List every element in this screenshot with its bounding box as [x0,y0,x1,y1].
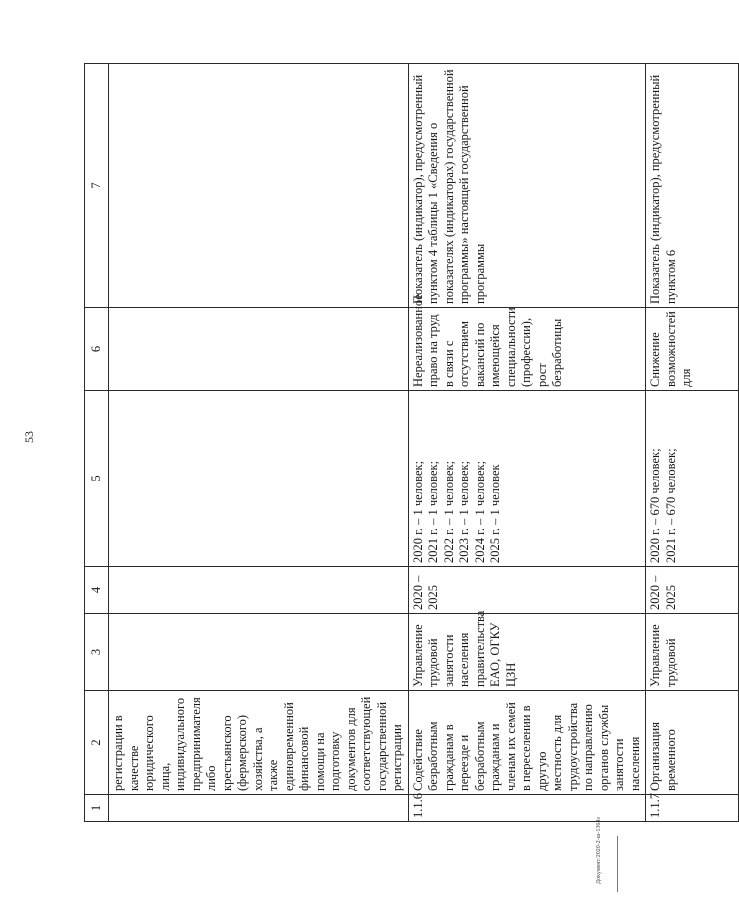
row-number-cell: 1.1.6 [408,795,646,822]
activity-name-cell: регистрации в качестве юридического лица, индивидуального предпринимателя либо крестьянского (фермерского) хозяйства, а также единовременной финансовой помощи на подготовку документов для соответствующей государственной регистрации [109,691,409,795]
page-number: 53 [22,431,36,443]
column-header: 5 [85,391,109,567]
period-cell: 2020 – 2025 [408,567,646,614]
column-header: 6 [85,308,109,391]
column-header: 4 [85,567,109,614]
table-row [109,64,409,822]
indicator-link-cell: Показатель (индикатор), предусмотренный пунктом 4 таблицы 1 «Сведения о показателях (индикаторах) государственной программы» настоящей государственной программы [408,64,646,308]
executor-cell: Управление трудовой занятости населения правительства ЕАО, ОГКУ ЦЗН [408,614,646,691]
indicator-link-cell [109,64,409,308]
period-cell [109,567,409,614]
consequences-cell: Нереализованное право на труд в связи с отсутствием вакансий по имеющейся специальности (профессии), рост безработицы [408,308,646,391]
column-header: 7 [85,64,109,308]
scan-edge-line [617,836,618,892]
table-header-row [85,64,109,822]
document-stamp: Документ/2020-2-ш-1364з [596,817,602,884]
result-cell: 2020 г. – 1 человек; 2021 г. – 1 человек; 2022 г. – 1 человек; 2023 г. – 1 человек; 2024 г. – 1 человек; 2025 г. – 1 человек [408,391,646,567]
consequences-cell: Снижение возможностей для [646,308,739,391]
activities-table [84,63,739,822]
table-row [408,64,646,822]
column-header: 1 [85,795,109,822]
executor-cell [109,614,409,691]
consequences-cell [109,308,409,391]
result-cell: 2020 г. – 670 человек; 2021 г. – 670 человек; [646,391,739,567]
table-row [646,64,739,822]
row-number-cell [109,795,409,822]
activity-name-cell: Содействие безработным гражданам в переезде и безработным гражданам и членам их семей в переселении в другую местность для трудоустройства по направлению органов службы занятости населения [408,691,646,795]
row-number-cell: 1.1.7 [646,795,739,822]
activity-name-cell: Организация временного [646,691,739,795]
rotated-table-wrapper [84,64,693,822]
column-header: 3 [85,614,109,691]
indicator-link-cell: Показатель (индикатор), предусмотренный пунктом 6 [646,64,739,308]
executor-cell: Управление трудовой [646,614,739,691]
result-cell [109,391,409,567]
period-cell: 2020 – 2025 [646,567,739,614]
column-header: 2 [85,691,109,795]
